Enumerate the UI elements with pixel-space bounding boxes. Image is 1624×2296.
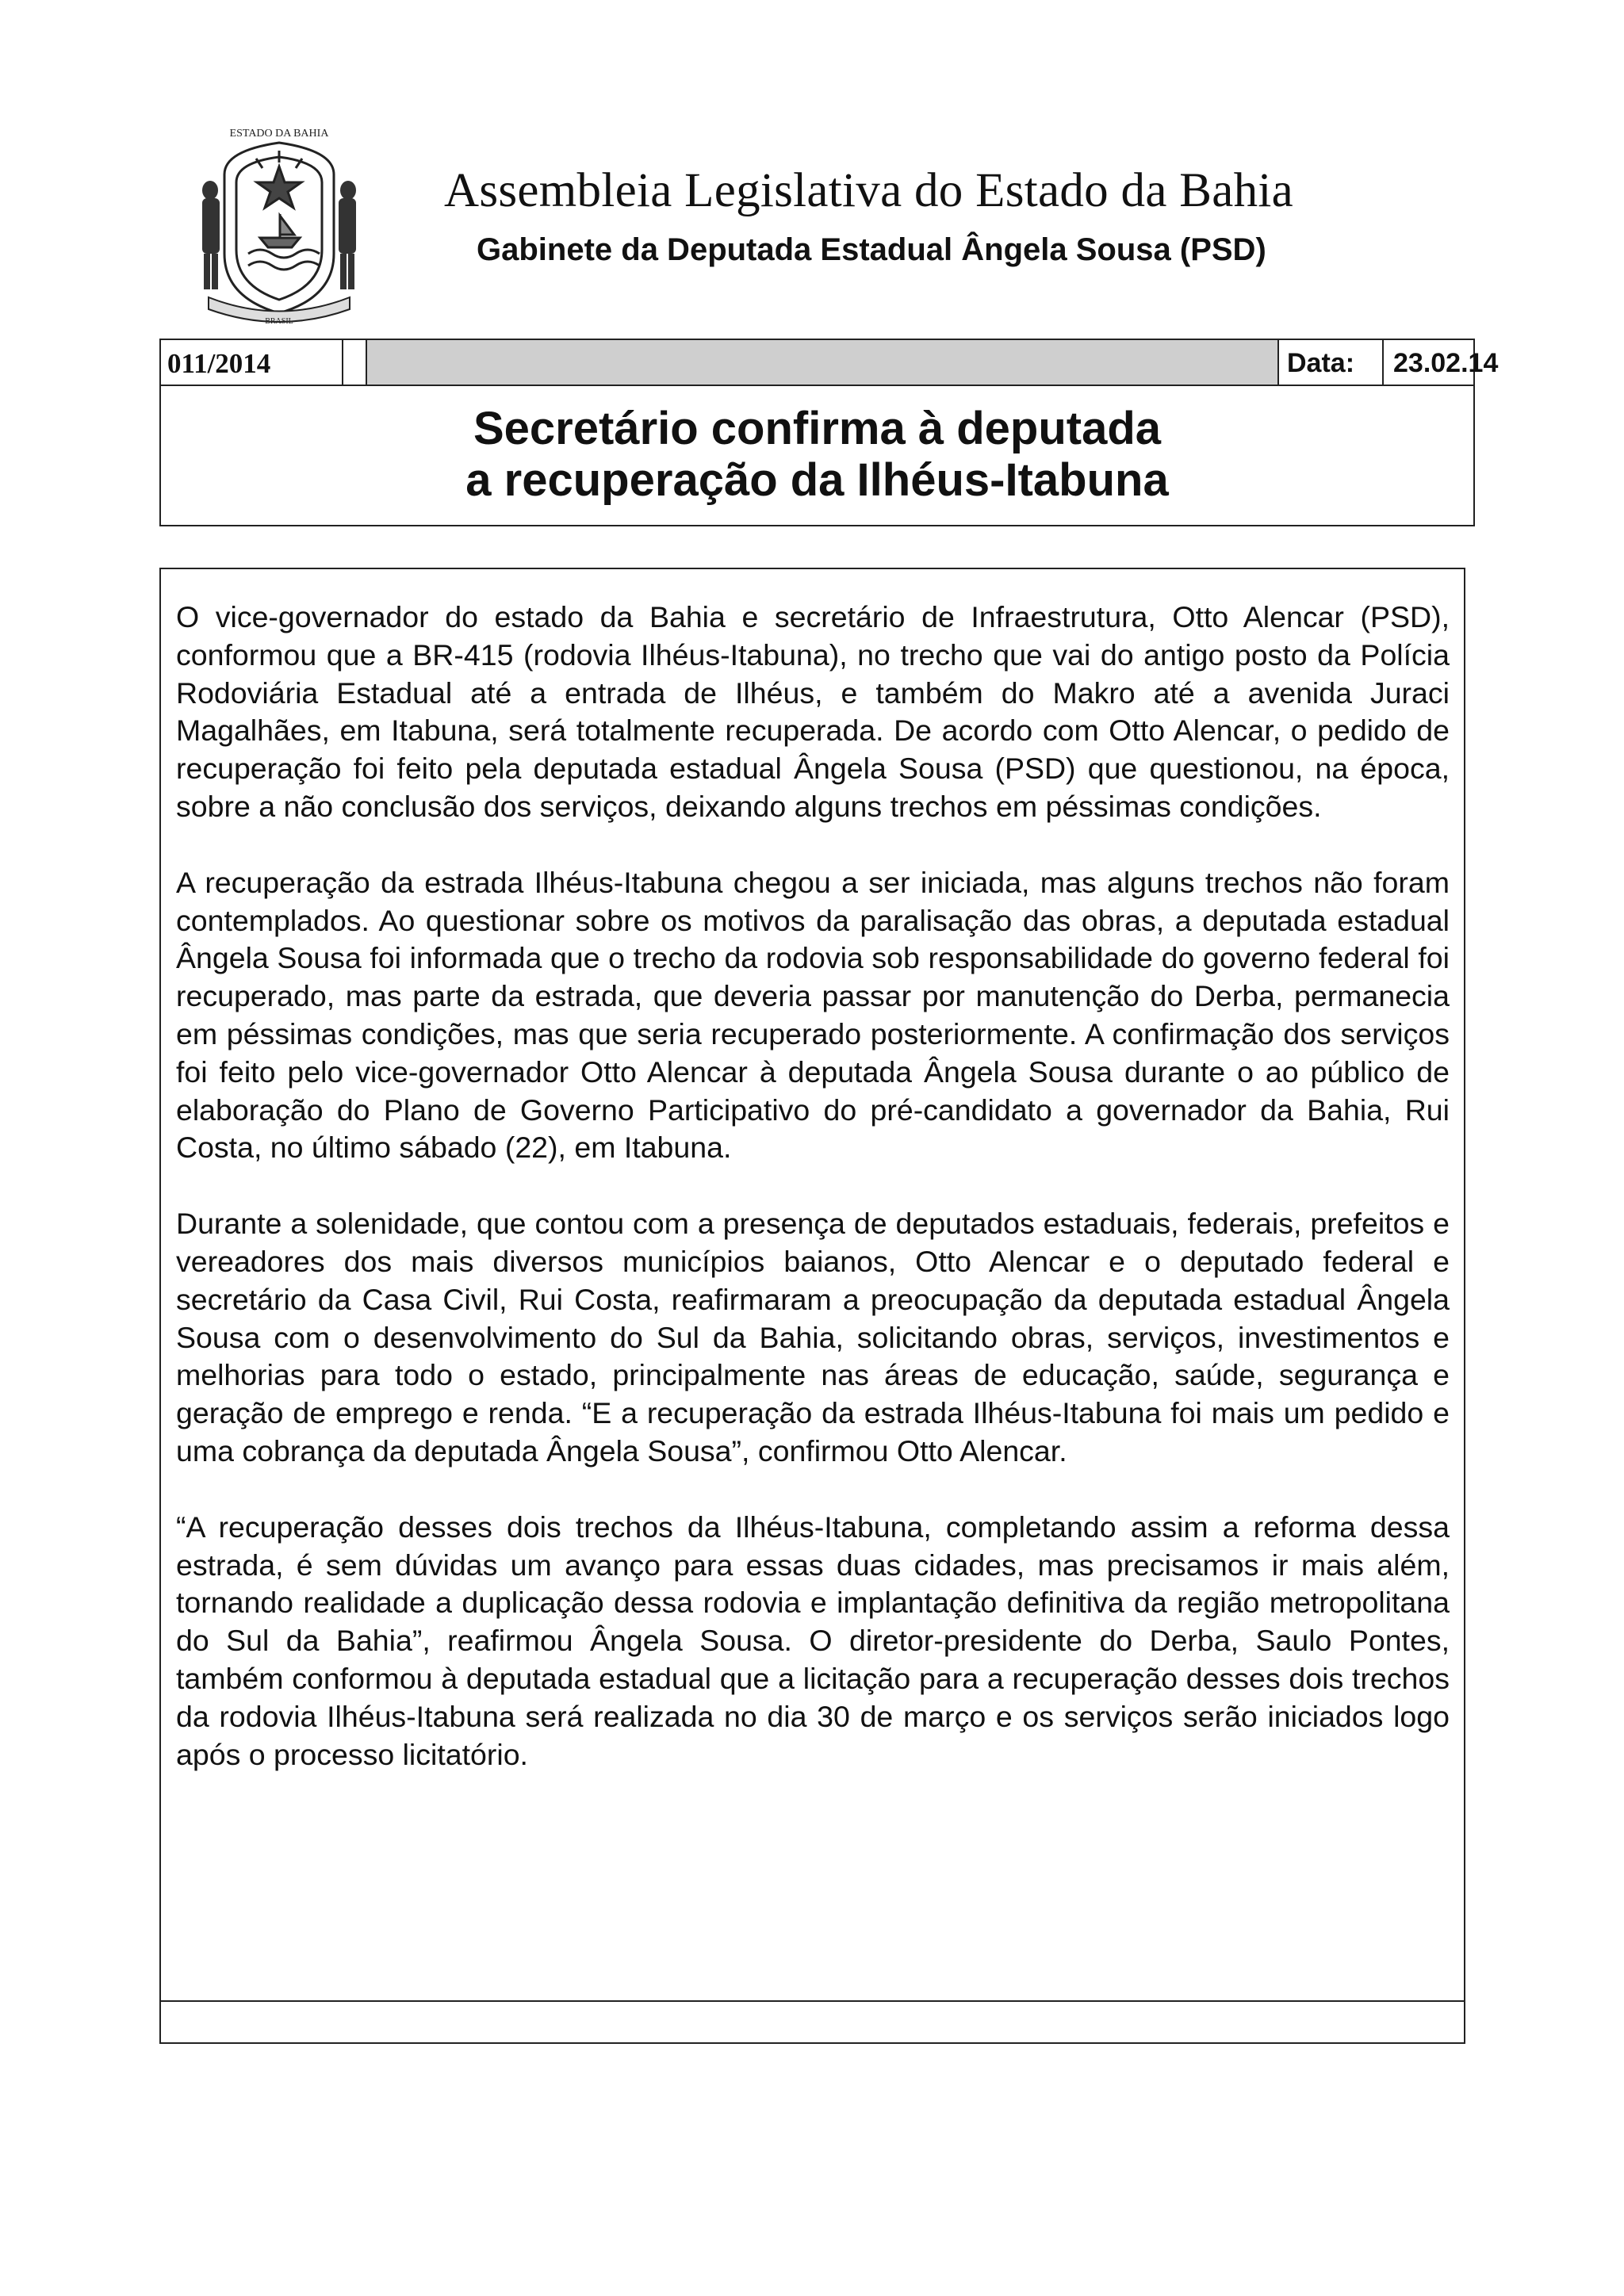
release-header-table [159, 339, 1499, 526]
paragraph-2: A recuperação da estrada Ilhéus-Itabuna chegou a ser iniciada, mas alguns trechos não foram contemplados. Ao questionar sobre os motivos da paralisação das obras, a deputada estadual Ângela Sousa foi informada que o trecho da rodovia sob responsabilidade do governo federal foi recuperado, mas parte da estrada, que deveria passar por manutenção do Derba, permanecia em péssimas condições, mas que seria recuperado posteriormente. A confirmação dos serviços foi feito pelo vice-governador Otto Alencar à deputada Ângela Sousa durante o ao público de elaboração do Plano de Governo Participativo do pré-candidato a governador da Bahia, Rui Costa, no último sábado (22), em Itabuna. [176, 865, 1450, 1165]
paragraph-4: “A recuperação desses dois trechos da Ilhéus-Itabuna, completando assim a reforma dessa estrada, é sem dúvidas um avanço para essas duas cidades, mas precisamos ir mais além, tornando realidade a duplicação dessa rodovia e implantação definitiva da região metropolitana do Sul da Bahia”, reafirmou Ângela Sousa. O diretor-presidente do Derba, Saulo Pontes, também conformou à deputada estadual que a licitação para a recuperação desses dois trechos da rodovia Ilhéus-Itabuna será realizada no dia 30 de março e os serviços serão iniciados logo após o processo licitatório. [176, 1510, 1450, 1771]
seal-ribbon-text: BRASIL [265, 317, 293, 326]
blank-cell [343, 340, 367, 385]
article-body-box [159, 568, 1465, 2044]
coat-of-arms-seal-icon [193, 119, 366, 327]
release-number: 011/2014 [167, 348, 271, 379]
headline-line-2: a recuperação da Ilhéus-Itabuna [465, 453, 1169, 506]
release-info-row [161, 340, 1499, 386]
release-date: 23.02.14 [1393, 348, 1499, 378]
date-label: Data: [1287, 348, 1355, 378]
cabinet-subtitle: Gabinete da Deputada Estadual Ângela Sousa (PSD) [477, 232, 1266, 267]
date-cell [1384, 340, 1499, 385]
shaded-cell [367, 340, 1279, 385]
headline [161, 404, 1473, 507]
date-label-cell [1279, 340, 1384, 385]
release-number-cell [161, 340, 343, 385]
seal-ring-text: ESTADO DA BAHIA [229, 128, 329, 140]
footer-divider [161, 2000, 1464, 2002]
headline-line-1: Secretário confirma à deputada [473, 403, 1162, 454]
institution-title: Assembleia Legislativa do Estado da Bahia [444, 164, 1294, 217]
article-body [176, 599, 1450, 1812]
paragraph-3: Durante a solenidade, que contou com a presença de deputados estaduais, federais, prefeitos e vereadores dos mais diversos municípios baianos, Otto Alencar e o deputado federal e secretário da Casa Civil, Rui Costa, reafirmaram a preocupação da deputada estadual Ângela Sousa com o desenvolvimento do Sul da Bahia, solicitando obras, serviços, investimentos e melhorias para todo o estado, principalmente nas áreas de educação, saúde, segurança e geração de emprego e renda. “E a recuperação da estrada Ilhéus-Itabuna foi mais um pedido e uma cobrança da deputada Ângela Sousa”, confirmou Otto Alencar. [176, 1207, 1450, 1468]
paragraph-1: O vice-governador do estado da Bahia e secretário de Infraestrutura, Otto Alencar (PSD), conformou que a BR-415 (rodovia Ilhéus-Itabuna), no trecho que vai do antigo posto da Polícia Rodoviária Estadual até a entrada de Ilhéus, e também do Makro até a avenida Juraci Magalhães, em Itabuna, será totalmente recuperada. De acordo com Otto Alencar, o pedido de recuperação foi feito pela deputada estadual Ângela Sousa (PSD) que questionou, na época, sobre a não conclusão dos serviços, deixando alguns trechos em péssimas condições. [176, 600, 1450, 823]
